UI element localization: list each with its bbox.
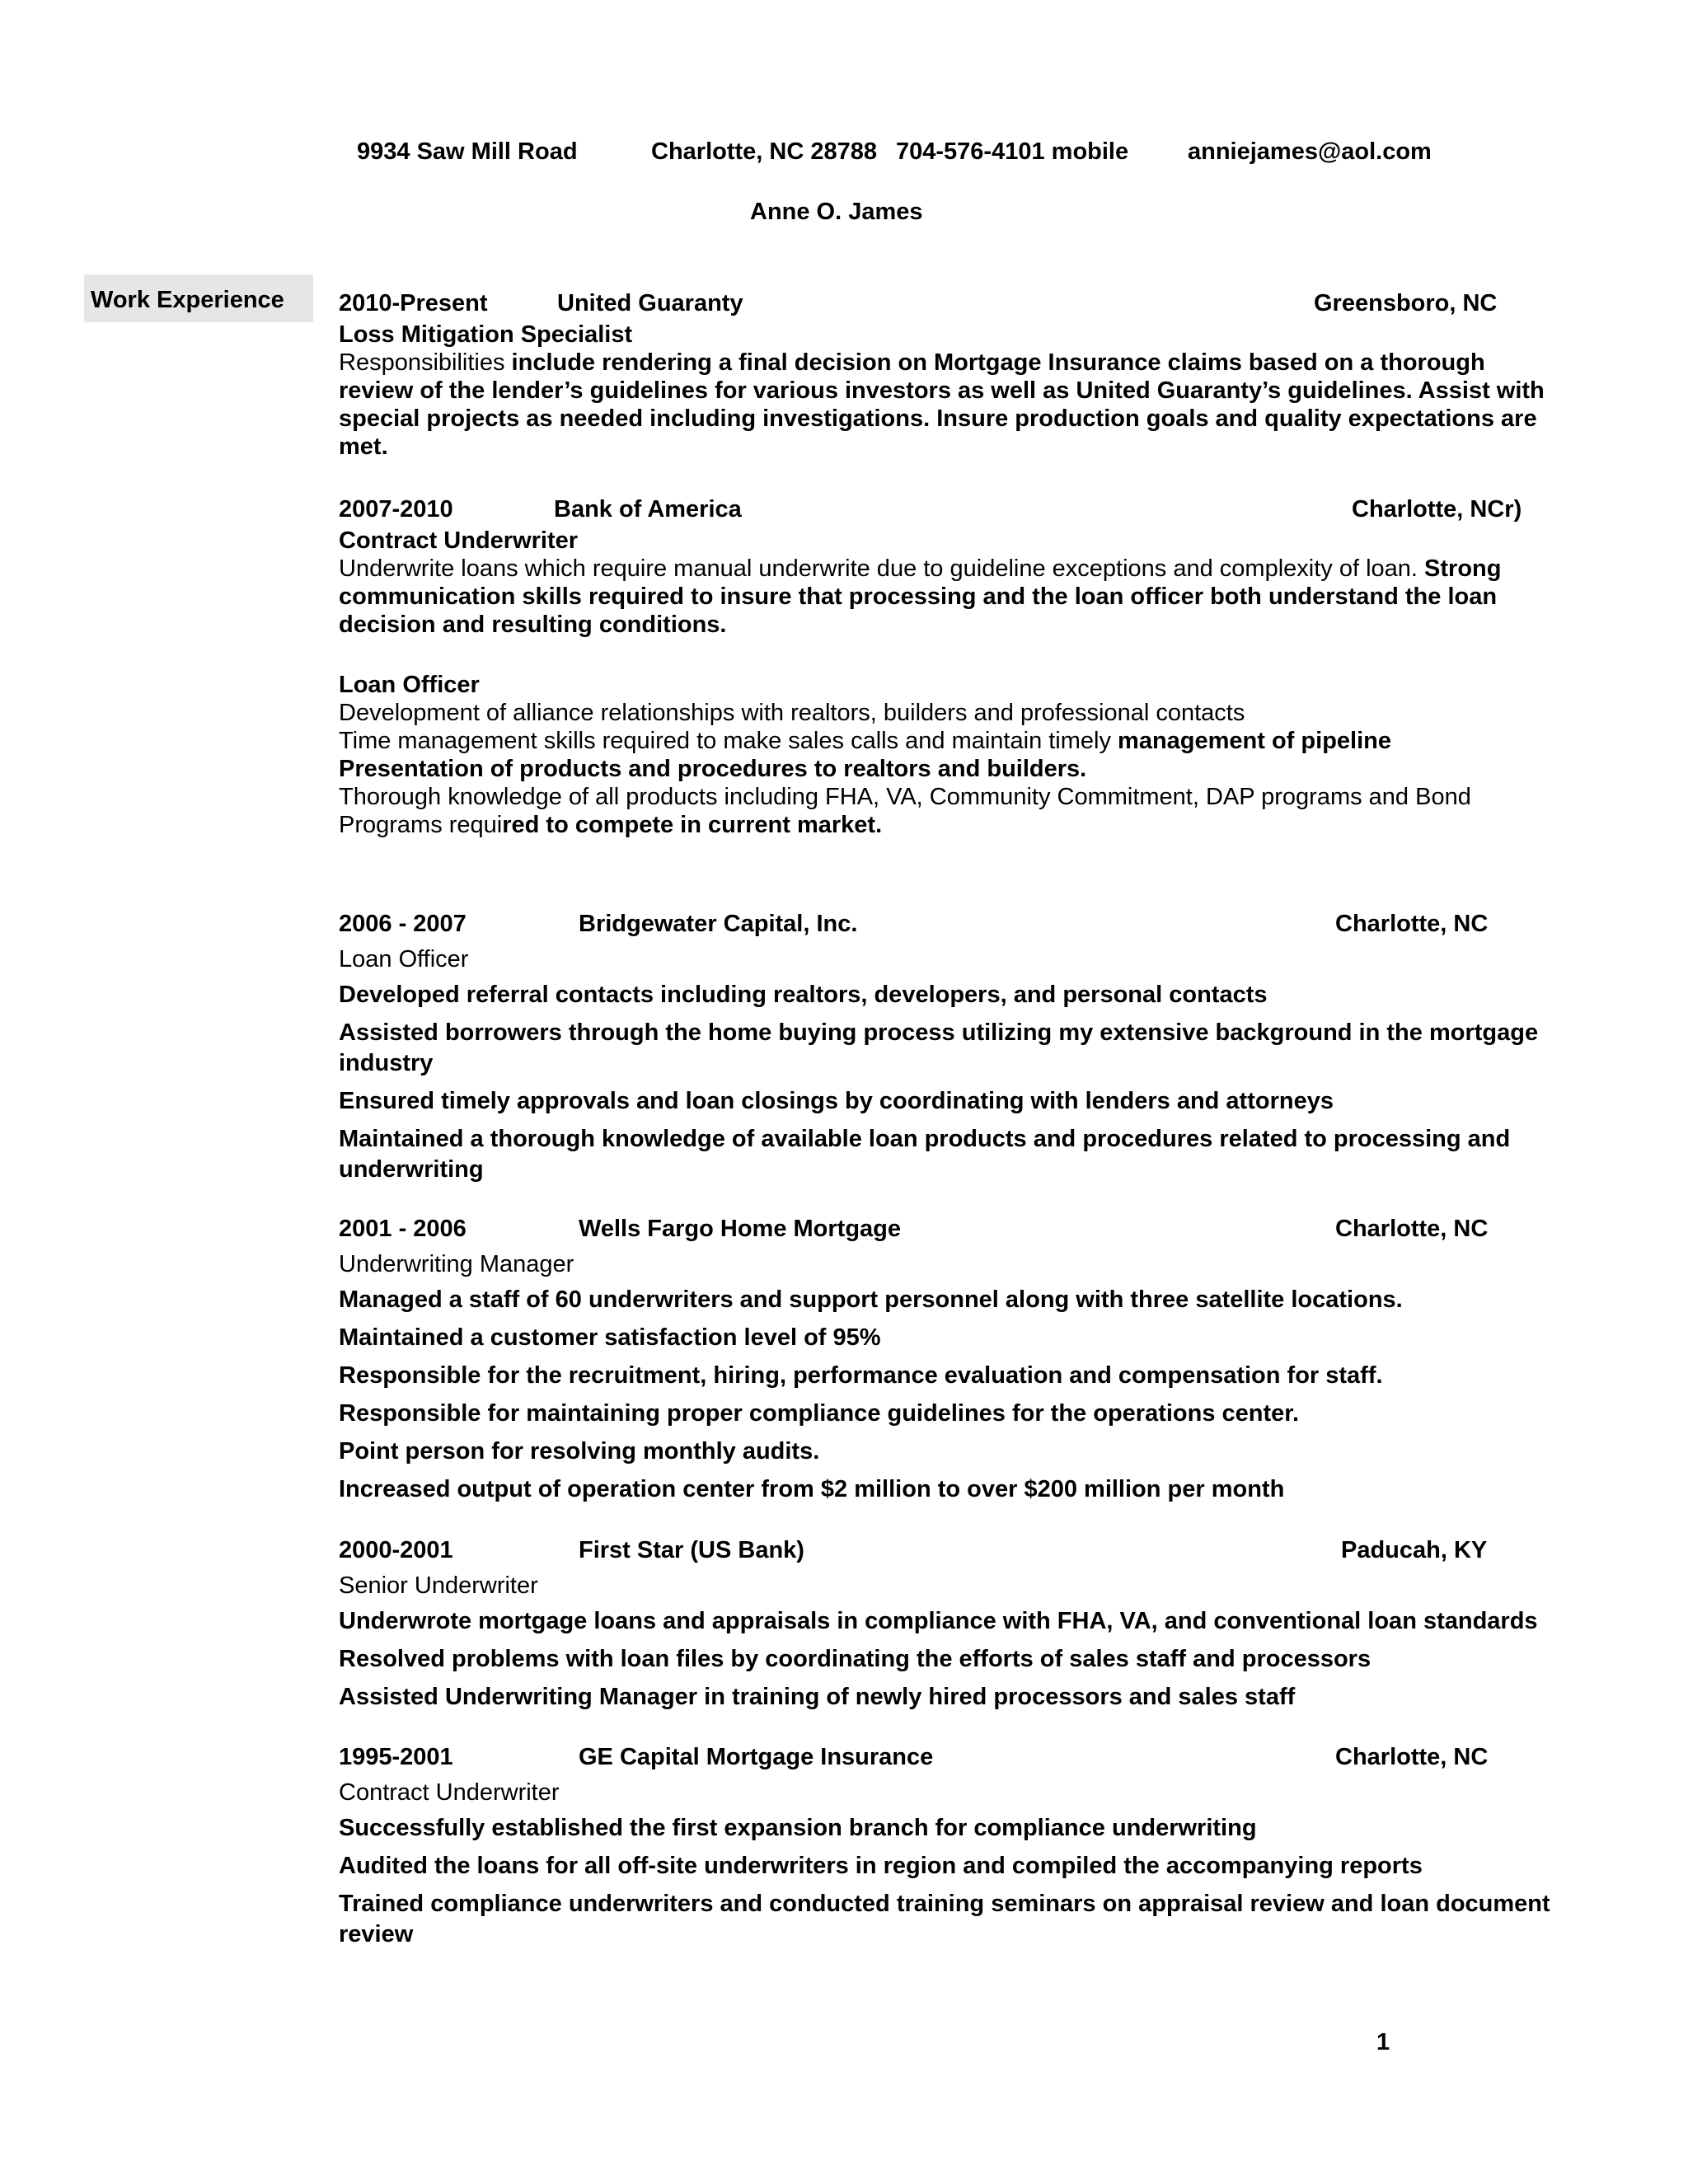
job-bullet: Successfully established the first expansion branch for compliance underwriting bbox=[339, 1815, 1257, 1841]
job-bullet: Managed a staff of 60 underwriters and support personnel along with three satellite locations. bbox=[339, 1286, 1403, 1313]
job-title: Loan Officer bbox=[339, 946, 469, 972]
job-location: Charlotte, NC bbox=[1335, 1744, 1489, 1770]
job-bullet: Assisted borrowers through the home buying process utilizing my extensive background in the mortgage bbox=[339, 1019, 1539, 1046]
job-description-line: decision and resulting conditions. bbox=[339, 612, 727, 638]
job-company: United Guaranty bbox=[557, 290, 743, 316]
email-address: anniejames@aol.com bbox=[1188, 138, 1432, 165]
job-company: First Star (US Bank) bbox=[579, 1537, 804, 1563]
job-dates: 2010-Present bbox=[339, 290, 488, 316]
job-description-line: Development of alliance relationships with realtors, builders and professional contacts bbox=[339, 700, 1245, 726]
desc-plain: Underwrite loans which require manual underwrite due to guideline exceptions and complexity of loan. bbox=[339, 555, 1425, 582]
phone-number: 704-576-4101 mobile bbox=[896, 138, 1129, 165]
job-location: Charlotte, NC bbox=[1335, 1216, 1489, 1242]
job-bullet: Maintained a customer satisfaction level of 95% bbox=[339, 1324, 881, 1351]
job-title: Senior Underwriter bbox=[339, 1572, 538, 1599]
desc-plain: Programs requi bbox=[339, 812, 503, 838]
job-description-line bbox=[339, 727, 1471, 755]
job-bullet: Responsible for maintaining proper compliance guidelines for the operations center. bbox=[339, 1400, 1300, 1427]
job-dates: 2000-2001 bbox=[339, 1537, 453, 1563]
job-description-line bbox=[339, 555, 1501, 583]
job-bullet: industry bbox=[339, 1050, 434, 1076]
job-company: GE Capital Mortgage Insurance bbox=[579, 1744, 934, 1770]
job-bullet: Assisted Underwriting Manager in training of newly hired processors and sales staff bbox=[339, 1684, 1296, 1710]
job-company: Bridgewater Capital, Inc. bbox=[579, 911, 858, 937]
job-bullet: Trained compliance underwriters and conducted training seminars on appraisal review and loan document bbox=[339, 1891, 1550, 1917]
page-number: 1 bbox=[1376, 2029, 1390, 2055]
job-description-line: special projects as needed including investigations. Insure production goals and quality expectations are bbox=[339, 405, 1537, 432]
desc-bold: include rendering a final decision on Mortgage Insurance claims based on a thorough bbox=[511, 349, 1485, 376]
job-bullet: Ensured timely approvals and loan closings by coordinating with lenders and attorneys bbox=[339, 1088, 1334, 1114]
job-location: Paducah, KY bbox=[1341, 1537, 1488, 1563]
job-description-line: met. bbox=[339, 434, 388, 460]
job-bullet: Responsible for the recruitment, hiring, performance evaluation and compensation for staff. bbox=[339, 1362, 1383, 1389]
job-details-secondary bbox=[339, 671, 1471, 839]
job-description-line: Presentation of products and procedures to realtors and builders. bbox=[339, 756, 1087, 782]
job-title: Loan Officer bbox=[339, 672, 480, 698]
job-dates: 1995-2001 bbox=[339, 1744, 453, 1770]
job-location: Charlotte, NC bbox=[1335, 911, 1489, 937]
job-dates: 2001 - 2006 bbox=[339, 1216, 467, 1242]
job-location: Greensboro, NC bbox=[1314, 290, 1498, 316]
job-description-line: review of the lender’s guidelines for various investors as well as United Guaranty’s guidelines. Assist with bbox=[339, 377, 1545, 404]
job-description-line: Thorough knowledge of all products including FHA, VA, Community Commitment, DAP programs and Bond bbox=[339, 784, 1471, 810]
job-company: Wells Fargo Home Mortgage bbox=[579, 1216, 902, 1242]
address-street: 9934 Saw Mill Road bbox=[357, 138, 578, 165]
desc-plain: Time management skills required to make sales calls and maintain timely bbox=[339, 728, 1118, 754]
job-location: Charlotte, NCr) bbox=[1352, 496, 1522, 523]
desc-bold: Strong bbox=[1424, 555, 1502, 582]
job-bullet: underwriting bbox=[339, 1156, 484, 1183]
job-bullet: Underwrote mortgage loans and appraisals in compliance with FHA, VA, and conventional loan standards bbox=[339, 1608, 1538, 1634]
desc-bold: management of pipeline bbox=[1118, 728, 1391, 754]
job-description-line bbox=[339, 811, 1471, 839]
job-bullet: Audited the loans for all off-site underwriters in region and compiled the accompanying reports bbox=[339, 1853, 1423, 1879]
job-bullet: review bbox=[339, 1921, 414, 1947]
job-details bbox=[339, 321, 1545, 461]
section-label-work-experience: Work Experience bbox=[84, 274, 313, 322]
job-title: Underwriting Manager bbox=[339, 1251, 574, 1277]
candidate-name: Anne O. James bbox=[750, 199, 923, 225]
job-title: Contract Underwriter bbox=[339, 527, 579, 554]
job-title: Loss Mitigation Specialist bbox=[339, 321, 633, 348]
desc-plain: Responsibilities bbox=[339, 349, 512, 376]
job-company: Bank of America bbox=[554, 496, 742, 523]
job-bullet: Developed referral contacts including realtors, developers, and personal contacts bbox=[339, 982, 1268, 1008]
job-bullet: Point person for resolving monthly audits. bbox=[339, 1438, 820, 1465]
job-bullet: Resolved problems with loan files by coordinating the efforts of sales staff and processors bbox=[339, 1646, 1372, 1672]
job-dates: 2006 - 2007 bbox=[339, 911, 467, 937]
job-description-line bbox=[339, 349, 1545, 377]
job-title: Contract Underwriter bbox=[339, 1779, 560, 1806]
job-description-line: communication skills required to insure that processing and the loan officer both understand the loan bbox=[339, 583, 1498, 610]
job-details bbox=[339, 527, 1501, 639]
job-bullet: Maintained a thorough knowledge of available loan products and procedures related to processing and bbox=[339, 1126, 1511, 1152]
desc-bold: red to compete in current market. bbox=[502, 812, 883, 838]
address-city: Charlotte, NC 28788 bbox=[651, 138, 877, 165]
job-dates: 2007-2010 bbox=[339, 496, 453, 523]
job-bullet: Increased output of operation center from $2 million to over $200 million per month bbox=[339, 1476, 1285, 1502]
